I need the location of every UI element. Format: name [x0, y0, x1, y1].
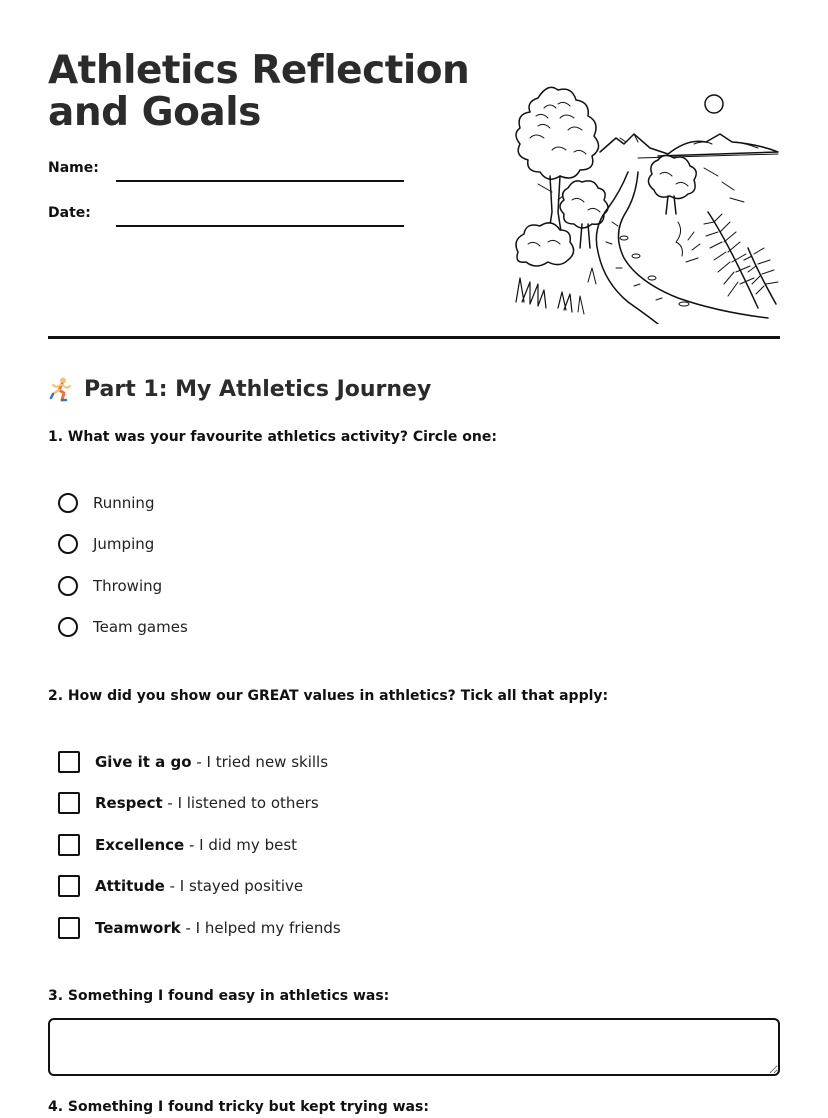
- q2-value-desc: - I stayed positive: [164, 877, 304, 895]
- q1-option-running[interactable]: [58, 491, 154, 515]
- q2-prompt: 2. How did you show our GREAT values in athletics? Tick all that apply:: [48, 688, 609, 704]
- q2-value-desc: - I tried new skills: [191, 753, 329, 771]
- q2-value-desc: - I did my best: [184, 836, 298, 854]
- q2-option-label: [95, 919, 341, 937]
- q2-value-name: Give it a go: [95, 753, 192, 771]
- worksheet-title: Athletics Reflection and Goals: [48, 48, 470, 135]
- q2-option-teamwork[interactable]: [58, 916, 341, 940]
- q1-radio-running[interactable]: [58, 493, 78, 513]
- q2-checkbox-attitude[interactable]: [58, 875, 80, 897]
- q2-option-label: [95, 836, 297, 854]
- q2-option-respect[interactable]: [58, 791, 319, 815]
- q2-option-excellence[interactable]: [58, 833, 297, 857]
- q2-value-desc: - I listened to others: [162, 794, 319, 812]
- q4-prompt: 4. Something I found tricky but kept trying was:: [48, 1099, 429, 1115]
- runner-icon: [48, 376, 74, 402]
- q2-value-name: Attitude: [95, 877, 165, 895]
- part1-heading: [48, 373, 431, 405]
- date-field[interactable]: [116, 225, 404, 227]
- q2-option-attitude[interactable]: [58, 874, 303, 898]
- name-label: Name:: [48, 160, 99, 176]
- q2-value-name: Respect: [95, 794, 163, 812]
- q1-option-label: Throwing: [93, 577, 163, 595]
- q1-radio-jumping[interactable]: [58, 534, 78, 554]
- q1-option-label: Jumping: [93, 535, 155, 553]
- q1-option-throwing[interactable]: [58, 574, 162, 598]
- q2-option-label: [95, 877, 303, 895]
- q2-option-label: [95, 753, 328, 771]
- q1-radio-team-games[interactable]: [58, 617, 78, 637]
- q1-option-label: Team games: [93, 618, 188, 636]
- q2-value-desc: - I helped my friends: [180, 919, 341, 937]
- q2-value-name: Teamwork: [95, 919, 181, 937]
- q1-prompt: 1. What was your favourite athletics activity? Circle one:: [48, 429, 497, 445]
- q1-option-label: Running: [93, 494, 155, 512]
- date-label: Date:: [48, 205, 91, 221]
- q2-option-give-it-a-go[interactable]: [58, 750, 328, 774]
- q2-option-label: [95, 794, 319, 812]
- q1-radio-throwing[interactable]: [58, 576, 78, 596]
- q2-checkbox-teamwork[interactable]: [58, 917, 80, 939]
- q2-value-name: Excellence: [95, 836, 185, 854]
- q2-checkbox-give-it-a-go[interactable]: [58, 751, 80, 773]
- q2-checkbox-excellence[interactable]: [58, 834, 80, 856]
- q2-checkbox-respect[interactable]: [58, 792, 80, 814]
- q1-option-team-games[interactable]: [58, 615, 188, 639]
- q3-answer-box[interactable]: [48, 1018, 780, 1076]
- name-field[interactable]: [116, 180, 404, 182]
- landscape-path-illustration: [508, 72, 784, 324]
- q1-option-jumping[interactable]: [58, 532, 154, 556]
- q3-prompt: 3. Something I found easy in athletics was:: [48, 988, 390, 1004]
- header-divider: [48, 336, 780, 339]
- part1-heading-text: Part 1: My Athletics Journey: [84, 376, 432, 402]
